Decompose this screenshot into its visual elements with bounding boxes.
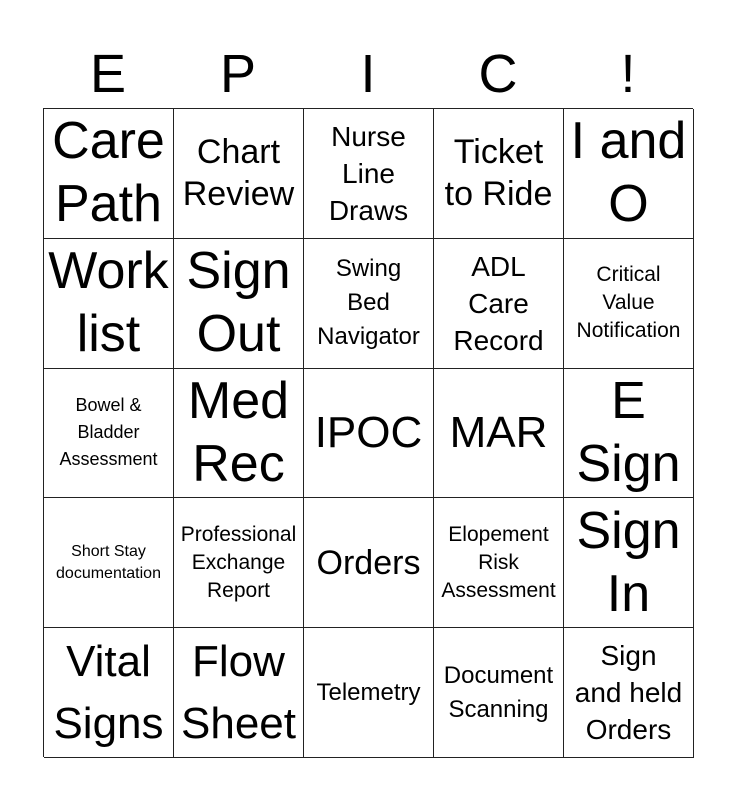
cell-label: Professional Exchange Report	[180, 522, 297, 602]
bingo-cell[interactable]	[44, 498, 174, 628]
bingo-header	[43, 40, 693, 108]
cell-label: Short Stay documentation	[56, 542, 161, 582]
bingo-cell[interactable]	[304, 498, 434, 628]
cell-label: Vital Signs	[53, 636, 164, 748]
bingo-cell[interactable]	[564, 109, 694, 239]
cell-label: Document Scanning	[443, 661, 554, 723]
bingo-cell[interactable]	[304, 239, 434, 369]
bingo-cell[interactable]	[44, 239, 174, 369]
cell-label: Elopement Risk Assessment	[441, 522, 556, 602]
bingo-cell[interactable]	[174, 109, 304, 239]
bingo-cell[interactable]	[174, 239, 304, 369]
bingo-cell[interactable]	[434, 498, 564, 628]
bingo-cell[interactable]	[304, 628, 434, 758]
bingo-cell[interactable]	[434, 628, 564, 758]
bingo-cell[interactable]	[564, 369, 694, 499]
header-letter-i: I	[360, 44, 376, 104]
header-letter-c: C	[478, 44, 518, 104]
bingo-cell[interactable]	[564, 239, 694, 369]
bingo-cell[interactable]	[44, 628, 174, 758]
bingo-cell[interactable]	[304, 109, 434, 239]
cell-label: Bowel & Bladder Assessment	[59, 395, 158, 470]
header-letter-p: P	[219, 44, 257, 104]
header-exclamation: !	[620, 44, 636, 104]
bingo-cell[interactable]	[564, 628, 694, 758]
cell-label: Critical Value Notification	[576, 263, 681, 343]
bingo-cell[interactable]	[434, 369, 564, 499]
cell-label: Care Path	[52, 112, 165, 234]
cell-label: IPOC	[314, 407, 423, 457]
cell-label: Med Rec	[187, 371, 290, 493]
cell-label: Work list	[48, 242, 169, 364]
header-letter-e: E	[89, 44, 127, 104]
bingo-cell[interactable]	[434, 239, 564, 369]
cell-label: Flow Sheet	[181, 636, 296, 748]
bingo-cell[interactable]	[564, 498, 694, 628]
cell-label: Orders	[316, 543, 421, 582]
bingo-cell[interactable]	[174, 628, 304, 758]
bingo-cell[interactable]	[174, 369, 304, 499]
cell-label: Sign Out	[186, 242, 291, 364]
cell-label: E Sign	[576, 371, 681, 493]
bingo-cell[interactable]	[44, 369, 174, 499]
cell-label: Swing Bed Navigator	[317, 255, 420, 351]
bingo-cell[interactable]	[44, 109, 174, 239]
bingo-cell[interactable]	[304, 369, 434, 499]
cell-label: Nurse Line Draws	[328, 120, 409, 226]
cell-label: Sign and held Orders	[574, 640, 683, 746]
cell-label: MAR	[449, 407, 548, 457]
cell-label: Ticket to Ride	[444, 133, 553, 214]
cell-label: Chart Review	[182, 133, 295, 214]
bingo-cell[interactable]	[434, 109, 564, 239]
bingo-grid	[43, 108, 693, 757]
cell-label: ADL Care Record	[453, 250, 544, 356]
cell-label: Sign In	[576, 501, 681, 623]
cell-label: I and O	[570, 112, 687, 234]
cell-label: Telemetry	[316, 678, 421, 706]
bingo-cell[interactable]	[174, 498, 304, 628]
